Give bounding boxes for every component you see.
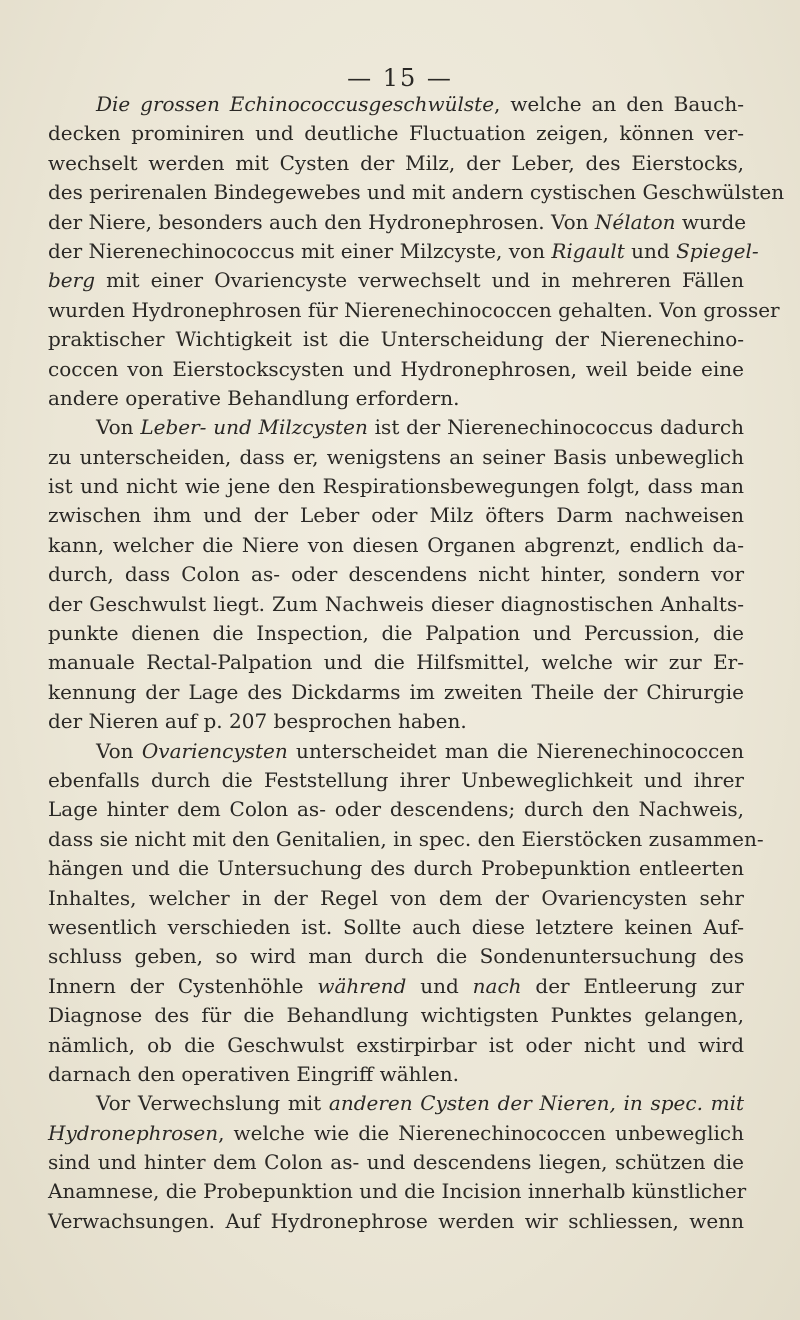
- text-span: der Geschwulst liegt. Zum Nachweis dieser diagnostischen Anhalts-: [48, 591, 744, 616]
- text-span: sind und hinter dem Colon as- und descendens liegen, schützen die: [48, 1150, 744, 1175]
- text-span: der Entleerung zur: [521, 973, 744, 998]
- text-span: der Nierenechinococcus mit einer Milzcyste, von: [48, 238, 552, 263]
- text-line: [48, 707, 744, 736]
- text-line: [48, 443, 744, 472]
- text-span: Anamnese, die Probepunktion und die Incision innerhalb künstlicher: [48, 1179, 747, 1204]
- text-span: Diagnose des für die Behandlung wichtigsten Punktes gelangen,: [48, 1003, 744, 1028]
- text-line: [48, 795, 744, 824]
- text-span: hängen und die Untersuchung des durch Probepunktion entleerten: [48, 856, 744, 881]
- italic-text: anderen Cysten der Nieren, in spec. mit: [328, 1091, 744, 1116]
- text-line: [48, 737, 744, 766]
- text-span: des perirenalen Bindegewebes und mit andern cystischen Geschwülsten: [48, 180, 785, 205]
- text-line: [48, 384, 744, 413]
- text-line: [48, 472, 744, 501]
- text-line: [48, 1148, 744, 1177]
- text-line: [48, 972, 744, 1001]
- text-span: und: [406, 973, 473, 998]
- text-span: darnach den operativen Eingriff wählen.: [48, 1061, 459, 1086]
- text-line: [48, 590, 744, 619]
- page-number: — 15 —: [347, 64, 453, 92]
- italic-text: Leber- und Milzcysten: [140, 415, 368, 440]
- text-line: [48, 501, 744, 530]
- text-span: Von: [96, 738, 142, 763]
- italic-text: Die grossen Echinococcusgeschwülste: [96, 92, 495, 116]
- text-line: [48, 1119, 744, 1148]
- text-span: wechselt werden mit Cysten der Milz, der Leber, des Eierstocks,: [48, 150, 744, 175]
- text-line: [48, 942, 744, 971]
- text-span: decken prominiren und deutliche Fluctuation zeigen, können ver-: [48, 121, 744, 146]
- text-span: wesentlich verschieden ist. Sollte auch diese letztere keinen Auf-: [48, 914, 744, 939]
- text-span: kennung der Lage des Dickdarms im zweiten Theile der Chirurgie: [48, 679, 744, 704]
- text-span: Von: [96, 415, 141, 440]
- text-span: , welche wie die Nierenechinococcen unbeweglich: [218, 1120, 744, 1145]
- text-span: Inhaltes, welcher in der Regel von dem der Ovariencysten sehr: [48, 885, 744, 910]
- text-line: [48, 413, 744, 442]
- text-span: dass sie nicht mit den Genitalien, in spec. den Eierstöcken zusammen-: [48, 826, 764, 851]
- text-line: [48, 266, 744, 295]
- text-span: durch, dass Colon as- oder descendens nicht hinter, sondern vor: [48, 562, 744, 587]
- text-span: Verwachsungen. Auf Hydronephrose werden wir schliessen, wenn: [48, 1208, 744, 1233]
- text-span: ist der Nierenechinococcus dadurch: [367, 415, 745, 440]
- text-line: [48, 90, 744, 119]
- text-line: [48, 854, 744, 883]
- text-span: Lage hinter dem Colon as- oder descendens; durch den Nachweis,: [48, 797, 744, 822]
- text-span: der Nieren auf p. 207 besprochen haben.: [48, 709, 467, 734]
- text-span: zwischen ihm und der Leber oder Milz öfters Darm nachweisen: [48, 503, 744, 528]
- body-text: [48, 90, 785, 1236]
- text-line: [48, 560, 744, 589]
- text-span: punkte dienen die Inspection, die Palpation und Percussion, die: [48, 621, 744, 646]
- text-line: [48, 237, 759, 266]
- text-span: und: [624, 238, 677, 263]
- text-line: [48, 178, 785, 207]
- text-line: [48, 531, 744, 560]
- text-line: [48, 619, 744, 648]
- text-span: kann, welcher die Niere von diesen Organen abgrenzt, endlich da-: [48, 532, 744, 557]
- text-line: [48, 1207, 744, 1236]
- text-span: unterscheidet man die Nierenechinococcen: [287, 738, 744, 763]
- text-line: [48, 1089, 744, 1118]
- text-span: mit einer Ovariencyste verwechselt und in mehreren Fällen: [95, 268, 744, 293]
- text-span: ist und nicht wie jene den Respirationsbewegungen folgt, dass man: [48, 474, 744, 499]
- italic-text: Rigault: [551, 238, 625, 263]
- text-line: [48, 648, 744, 677]
- text-line: [48, 678, 744, 707]
- text-span: praktischer Wichtigkeit ist die Unterscheidung der Nierenechino-: [48, 327, 744, 352]
- text-span: wurden Hydronephrosen für Nierenechinococcen gehalten. Von grosser: [48, 297, 780, 322]
- text-line: [48, 296, 780, 325]
- text-span: schluss geben, so wird man durch die Sondenuntersuchung des: [48, 944, 744, 969]
- italic-text: während: [317, 973, 407, 998]
- italic-text: nach: [472, 973, 522, 998]
- text-span: andere operative Behandlung erfordern.: [48, 385, 460, 410]
- text-span: manuale Rectal-Palpation und die Hilfsmittel, welche wir zur Er-: [48, 650, 744, 675]
- text-line: [48, 355, 744, 384]
- italic-text: Hydronephrosen: [48, 1120, 219, 1145]
- text-line: [48, 1031, 744, 1060]
- text-line: [48, 1001, 744, 1030]
- text-span: Innern der Cystenhöhle: [48, 973, 318, 998]
- text-line: [48, 1177, 747, 1206]
- text-span: Vor Verwechslung mit: [96, 1091, 329, 1116]
- text-line: [48, 325, 744, 354]
- text-span: coccen von Eierstockscysten und Hydronephrosen, weil beide eine: [48, 356, 744, 381]
- text-span: wurde: [675, 209, 747, 234]
- text-span: ebenfalls durch die Feststellung ihrer Unbeweglichkeit und ihrer: [48, 767, 744, 792]
- italic-text: Ovariencysten: [141, 738, 288, 763]
- text-line: [48, 119, 744, 148]
- text-line: [48, 825, 764, 854]
- text-line: [48, 1060, 744, 1089]
- text-span: , welche an den Bauch-: [494, 92, 744, 116]
- text-span: nämlich, ob die Geschwulst exstirpirbar ist oder nicht und wird: [48, 1032, 744, 1057]
- text-line: [48, 766, 744, 795]
- italic-text: Spiegel-: [676, 238, 759, 263]
- text-span: der Niere, besonders auch den Hydronephrosen. Von: [48, 209, 595, 234]
- text-line: [48, 208, 747, 237]
- italic-text: Nélaton: [594, 209, 676, 234]
- text-line: [48, 149, 744, 178]
- italic-text: berg: [48, 268, 96, 293]
- text-line: [48, 913, 744, 942]
- text-span: zu unterscheiden, dass er, wenigstens an seiner Basis unbeweglich: [48, 444, 744, 469]
- text-line: [48, 884, 744, 913]
